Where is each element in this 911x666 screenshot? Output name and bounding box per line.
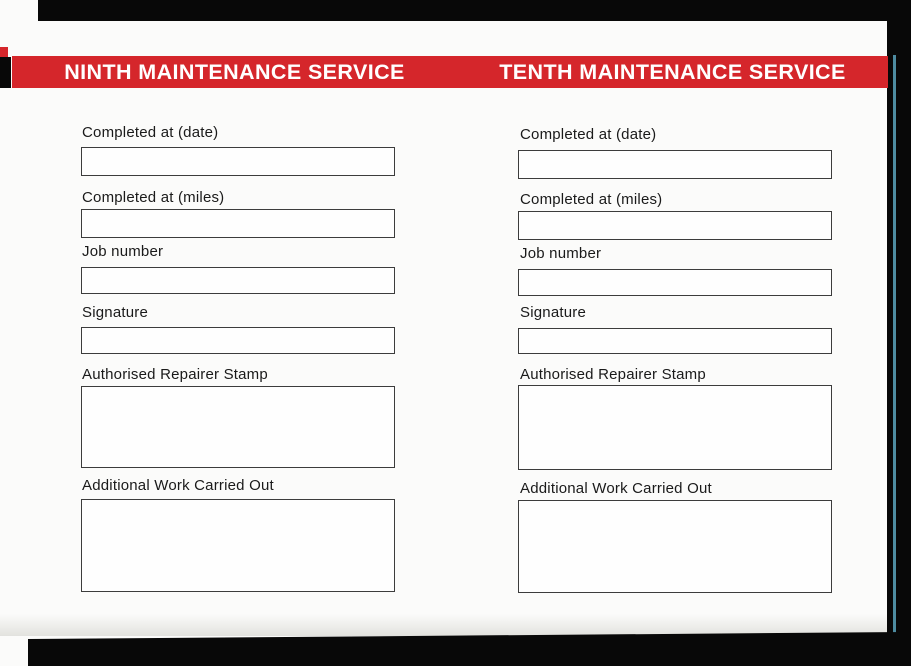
- ninth-additional-work-label: Additional Work Carried Out: [82, 477, 274, 494]
- ninth-completed-date-field[interactable]: [81, 147, 395, 176]
- tenth-completed-miles-field[interactable]: [518, 211, 832, 240]
- ninth-repairer-stamp-label: Authorised Repairer Stamp: [82, 366, 268, 383]
- ninth-completed-miles-label: Completed at (miles): [82, 189, 225, 206]
- ninth-completed-miles-field[interactable]: [81, 209, 395, 238]
- tenth-additional-work-box[interactable]: [518, 500, 832, 593]
- banner-cell-ninth: [12, 56, 457, 88]
- tenth-repairer-stamp-box[interactable]: [518, 385, 832, 470]
- scan-edge-top: [38, 0, 911, 21]
- tenth-repairer-stamp-label: Authorised Repairer Stamp: [520, 366, 706, 383]
- ninth-completed-date-label: Completed at (date): [82, 124, 219, 141]
- tenth-job-number-field[interactable]: [518, 269, 832, 296]
- tenth-signature-field[interactable]: [518, 328, 832, 354]
- page-bottom-shadow: [0, 614, 887, 636]
- tenth-signature-label: Signature: [520, 304, 587, 321]
- tenth-service-title: TENTH MAINTENANCE SERVICE: [499, 60, 846, 84]
- banner-left-edge-artifact: [0, 47, 8, 57]
- tenth-additional-work-label: Additional Work Carried Out: [520, 480, 712, 497]
- ninth-additional-work-box[interactable]: [81, 499, 395, 592]
- scan-edge-bottom: [28, 632, 911, 666]
- scan-edge-right: [887, 5, 911, 666]
- tenth-completed-date-field[interactable]: [518, 150, 832, 179]
- tenth-completed-miles-label: Completed at (miles): [520, 191, 663, 208]
- ninth-job-number-field[interactable]: [81, 267, 395, 294]
- ninth-signature-field[interactable]: [81, 327, 395, 354]
- tenth-job-number-label: Job number: [520, 245, 602, 262]
- ninth-signature-label: Signature: [82, 304, 149, 321]
- page-edge-highlight: [893, 55, 896, 652]
- ninth-repairer-stamp-box[interactable]: [81, 386, 395, 468]
- tenth-completed-date-label: Completed at (date): [520, 126, 657, 143]
- ninth-service-title: NINTH MAINTENANCE SERVICE: [64, 60, 405, 84]
- service-title-banner: [12, 56, 888, 88]
- banner-left-edge-shadow: [0, 57, 11, 88]
- ninth-job-number-label: Job number: [82, 243, 164, 260]
- banner-cell-tenth: [457, 56, 888, 88]
